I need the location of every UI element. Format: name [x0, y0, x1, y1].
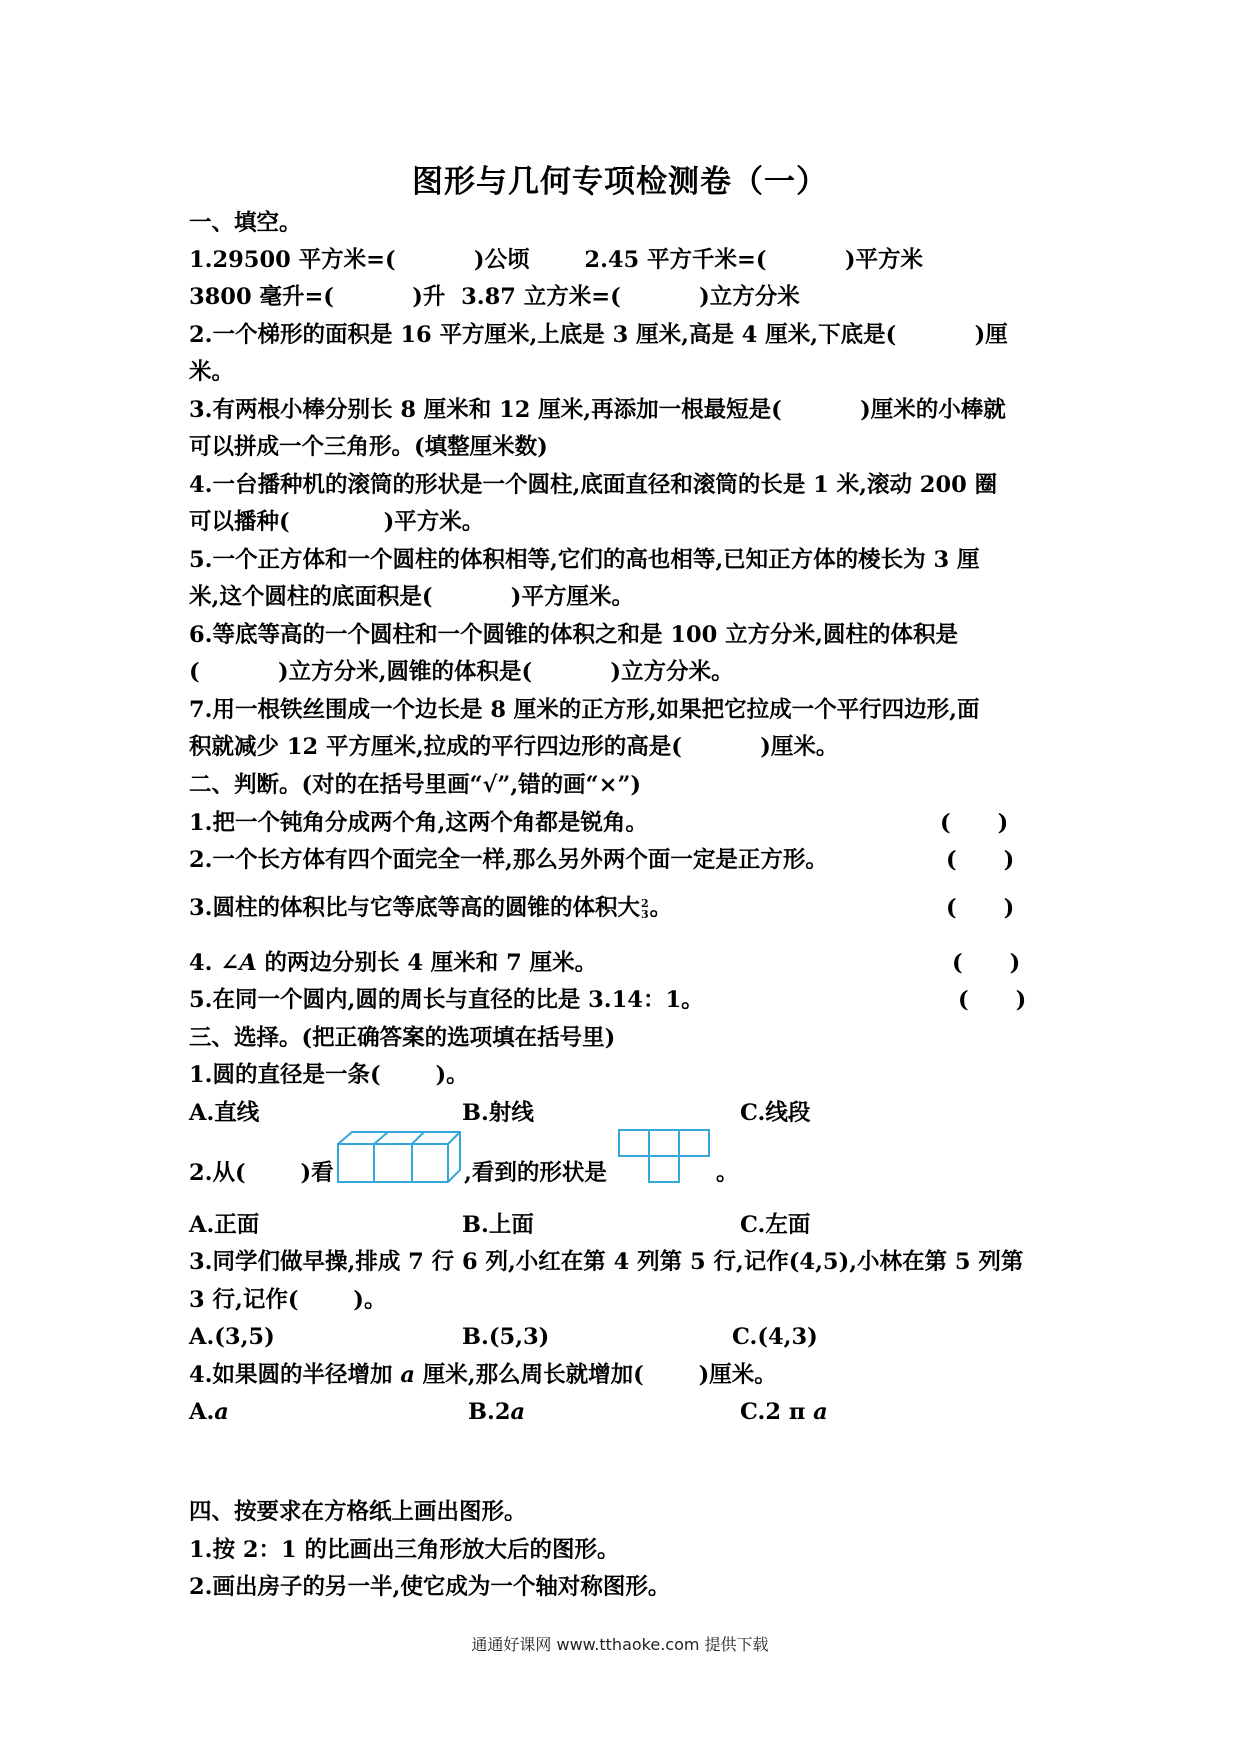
- fraction-denominator: 3: [641, 908, 649, 921]
- view-square-4: [649, 1156, 679, 1182]
- cube-outline: [338, 1132, 460, 1182]
- judge-q4-var: A: [239, 950, 257, 976]
- choice-q2-option-c[interactable]: C.左面: [740, 1212, 811, 1238]
- view-square-1: [619, 1130, 649, 1156]
- s1-line-9: 5.一个正方体和一个圆柱的体积相等,它们的高也相等,已知正方体的棱长为 3 厘: [189, 547, 980, 573]
- choice-q4: [189, 1360, 777, 1390]
- choice-q4-option-b-var: a: [510, 1399, 526, 1425]
- s1-line-4: 米。: [189, 359, 235, 385]
- section-4-heading: 四、按要求在方格纸上画出图形。: [189, 1499, 527, 1525]
- choice-q4-option-a[interactable]: [189, 1397, 229, 1427]
- judge-q3-end: 。: [649, 895, 673, 921]
- choice-q3-line-2: 3 行,记作( )。: [189, 1287, 387, 1313]
- page-title: 图形与几何专项检测卷（一）: [412, 164, 828, 200]
- s1-line-6: 可以拼成一个三角形。(填整厘米数): [189, 434, 548, 460]
- s1-line-13: 7.用一根铁丝围成一个边长是 8 厘米的正方形,如果把它拉成一个平行四边形,面: [189, 697, 980, 723]
- choice-q4-option-a-var: a: [214, 1399, 229, 1425]
- section-1-heading: 一、填空。: [189, 210, 302, 236]
- choice-q4-var: a: [400, 1362, 415, 1388]
- footer-credit: 通通好课网 www.tthaoke.com 提供下载: [471, 1635, 769, 1654]
- fraction-numerator: 2: [641, 897, 649, 910]
- choice-q2-text-b: ,看到的形状是: [464, 1160, 607, 1186]
- cube-front-face: [338, 1144, 374, 1182]
- choice-q4-option-c-label: C.2 π: [740, 1399, 814, 1425]
- judge-q4-answer[interactable]: ( ): [952, 950, 1021, 976]
- choice-q1-option-c[interactable]: C.线段: [740, 1100, 811, 1126]
- cube-edge-2: [448, 1132, 460, 1144]
- choice-q1-option-a[interactable]: A.直线: [189, 1100, 260, 1126]
- choice-q4-text-b: 厘米,那么周长就增加( )厘米。: [414, 1362, 777, 1388]
- judge-q2-answer[interactable]: ( ): [946, 847, 1015, 873]
- cube-edge-3: [412, 1132, 424, 1144]
- judge-q5-answer[interactable]: ( ): [958, 987, 1027, 1013]
- s1-line-14: 积就减少 12 平方厘米,拉成的平行四边形的高是( )厘米。: [189, 734, 839, 760]
- judge-q2: 2.一个长方体有四个面完全一样,那么另外两个面一定是正方形。: [189, 847, 828, 873]
- choice-q3-option-c[interactable]: C.(4,3): [732, 1324, 818, 1350]
- judge-q5: 5.在同一个圆内,圆的周长与直径的比是 3.14：1。: [189, 987, 704, 1013]
- choice-q2-option-b[interactable]: B.上面: [462, 1212, 534, 1238]
- cube-row-figure: [336, 1130, 462, 1186]
- judge-q3-text: 3.圆柱的体积比与它等底等高的圆锥的体积大: [189, 895, 640, 921]
- s1-line-5: 3.有两根小棒分别长 8 厘米和 12 厘米,再添加一根最短是( )厘米的小棒就: [189, 397, 1006, 423]
- choice-q3-option-a[interactable]: A.(3,5): [189, 1324, 275, 1350]
- choice-q4-option-b[interactable]: [468, 1397, 525, 1427]
- s1-line-2: 3800 毫升=( )升 3.87 立方米=( )立方分米: [189, 284, 800, 310]
- choice-q2-text-a: 2.从( )看: [189, 1160, 334, 1186]
- s1-line-1: 1.29500 平方米=( )公顷 2.45 平方千米=( )平方米: [189, 247, 924, 273]
- choice-q4-option-b-label: B.2: [468, 1399, 511, 1425]
- choice-q3-line-1: 3.同学们做早操,排成 7 行 6 列,小红在第 4 列第 5 行,记作(4,5),小林在第 5 列第: [189, 1249, 1024, 1275]
- s1-line-11: 6.等底等高的一个圆柱和一个圆锥的体积之和是 100 立方分米,圆柱的体积是: [189, 622, 958, 648]
- judge-q3-answer[interactable]: ( ): [946, 895, 1015, 921]
- judge-q1-answer[interactable]: ( ): [940, 810, 1009, 836]
- draw-q2: 2.画出房子的另一半,使它成为一个轴对称图形。: [189, 1574, 671, 1600]
- judge-q3: [189, 893, 672, 923]
- s1-line-10: 米,这个圆柱的底面积是( )平方厘米。: [189, 584, 634, 610]
- judge-q1: 1.把一个钝角分成两个角,这两个角都是锐角。: [189, 810, 648, 836]
- choice-q1: 1.圆的直径是一条( )。: [189, 1062, 469, 1088]
- cube-edge-1: [374, 1132, 388, 1144]
- choice-q4-text-a: 4.如果圆的半径增加: [189, 1362, 401, 1388]
- draw-q1: 1.按 2：1 的比画出三角形放大后的图形。: [189, 1537, 620, 1563]
- choice-q3-option-b[interactable]: B.(5,3): [462, 1324, 550, 1350]
- choice-q4-option-c[interactable]: [740, 1397, 828, 1427]
- choice-q1-option-b[interactable]: B.射线: [462, 1100, 534, 1126]
- s1-line-3: 2.一个梯形的面积是 16 平方厘米,上底是 3 厘米,高是 4 厘米,下底是( )厘: [189, 322, 1008, 348]
- judge-q4-text-b: 的两边分别长 4 厘米和 7 厘米。: [256, 950, 598, 976]
- section-3-heading: 三、选择。(把正确答案的选项填在括号里): [189, 1025, 616, 1051]
- choice-q4-option-a-label: A.: [189, 1399, 215, 1425]
- choice-q4-option-c-var: a: [813, 1399, 828, 1425]
- view-square-2: [649, 1130, 679, 1156]
- fraction-two-thirds: [641, 898, 649, 920]
- judge-q4: [189, 948, 597, 978]
- choice-q2-option-a[interactable]: A.正面: [189, 1212, 260, 1238]
- view-square-3: [679, 1130, 709, 1156]
- section-2-heading: 二、判断。(对的在括号里画“√”,错的画“×”): [189, 772, 642, 798]
- s1-line-12: ( )立方分米,圆锥的体积是( )立方分米。: [189, 659, 734, 685]
- choice-q2-end: 。: [716, 1160, 739, 1186]
- s1-line-8: 可以播种( )平方米。: [189, 509, 485, 535]
- s1-line-7: 4.一台播种机的滚筒的形状是一个圆柱,底面直径和滚筒的长是 1 米,滚动 200 圈: [189, 472, 998, 498]
- judge-q4-text-a: 4. ∠: [189, 950, 240, 976]
- view-shape-figure: [617, 1128, 715, 1184]
